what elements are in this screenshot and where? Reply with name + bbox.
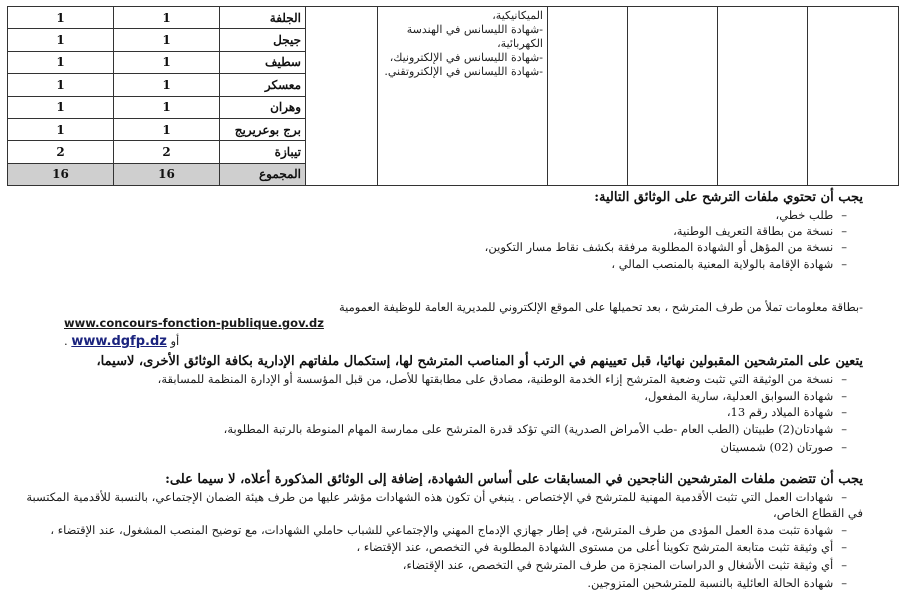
wilaya-cell: تيبازة: [220, 141, 306, 163]
dash-bullet: –: [841, 257, 847, 271]
total-cell: 1: [8, 7, 114, 29]
empty-cell: [808, 7, 899, 186]
dash-bullet: –: [841, 208, 847, 222]
total-cell: 1: [8, 118, 114, 140]
period-text: .: [64, 334, 68, 348]
posts-cell: 1: [114, 7, 220, 29]
list-item: –شهادة تثبت مدة العمل المؤدى من طرف المترشح، في إطار جهازي الإدماج المهني والإجتماعي للشباب حاملي الشهادات، مع توضيح المنصب المشغول، عند الإقتضاء ،: [50, 523, 847, 537]
diploma-line: -شهادة الليسانس في الإلكتروتقني.: [384, 65, 543, 78]
total-cell: 1: [8, 51, 114, 73]
dgfp-link[interactable]: www.dgfp.dz: [71, 334, 167, 349]
list-item: –أي وثيقة تثبت الأشغال و الدراسات المنجزة من طرف المترشح في التخصص، عند الإقتضاء،: [402, 558, 847, 572]
total-cell: 1: [8, 74, 114, 96]
dash-bullet: –: [841, 405, 847, 419]
list-item: –نسخة من المؤهل أو الشهادة المطلوبة مرفقة بكشف نقاط مسار التكوين،: [484, 240, 847, 254]
table-row: [8, 7, 899, 29]
wilaya-cell: سطيف: [220, 51, 306, 73]
diplomas-cell: [378, 7, 548, 186]
concours-link[interactable]: www.concours-fonction-publique.gov.dz: [64, 316, 324, 330]
positions-table: [7, 6, 899, 186]
posts-cell: 1: [114, 74, 220, 96]
wilaya-cell: وهران: [220, 96, 306, 118]
empty-cell: [718, 7, 808, 186]
list-item: –شهادة الحالة العائلية بالنسبة للمترشحين المتزوجين.: [587, 576, 847, 590]
empty-cell: [628, 7, 718, 186]
diploma-line: الميكانيكية،: [492, 9, 543, 22]
posts-cell: 1: [114, 118, 220, 140]
diploma-line: -شهادة الليسانس في الهندسة: [406, 23, 543, 36]
or-text: أو: [170, 334, 180, 348]
sum-total-cell: 16: [8, 163, 114, 185]
posts-cell: 2: [114, 141, 220, 163]
list-item: –شهادة الإقامة بالولاية المعنية بالمنصب المالي ،: [611, 257, 847, 271]
dash-bullet: –: [841, 558, 847, 572]
dash-bullet: –: [841, 440, 847, 454]
dash-bullet: –: [841, 540, 847, 554]
section3-heading: يجب أن تتضمن ملفات المترشحين الناجحين في المسابقات على أساس الشهادة، إضافة إلى الوثائق المذكورة أعلاه، لا سيما على:: [165, 472, 863, 487]
list-item: –شهادات العمل التي تثبت الأقدمية المهنية للمترشح في الإختصاص . ينبغي أن تكون هذه الشهادات مؤشر عليها من طرف هيئة الضمان الإجتماعي، بالنسبة للأقدمية المكتسبة: [26, 490, 847, 504]
form-note-text: -بطاقة معلومات تملأ من طرف المترشح ، بعد تحميلها على الموقع الإلكتروني للمديرية العامة للوظيفة العمومية: [339, 300, 863, 314]
diploma-line: الكهربائية،: [497, 37, 543, 50]
posts-cell: 1: [114, 51, 220, 73]
total-cell: 1: [8, 96, 114, 118]
list-item: –نسخة من الوثيقة التي تثبت وضعية المترشح إزاء الخدمة الوطنية، مصادق على مطابقتها للأصل، من قبل المؤسسة أو الإدارة المنظمة للمسابقة،: [157, 372, 847, 386]
dash-bullet: –: [841, 389, 847, 403]
total-cell: 2: [8, 141, 114, 163]
dash-bullet: –: [841, 523, 847, 537]
posts-cell: 1: [114, 96, 220, 118]
dash-bullet: –: [841, 576, 847, 590]
wilaya-cell: برج بوعريريج: [220, 118, 306, 140]
diploma-line: -شهادة الليسانس في الإلكترونيك،: [389, 51, 543, 64]
list-item: –صورتان (02) شمسيتان: [720, 440, 847, 454]
posts-cell: 1: [114, 29, 220, 51]
list-item: –شهادتان(2) طبيتان (الطب العام -طب الأمراض الصدرية) التي تؤكد قدرة المترشح على ممارسة المهام المنوطة بالرتبة المطلوبة،: [223, 422, 847, 436]
list-item-continuation: في القطاع الخاص،: [773, 506, 863, 520]
empty-cell: [548, 7, 628, 186]
sum-label-cell: المجموع: [220, 163, 306, 185]
dash-bullet: –: [841, 490, 847, 504]
section1-heading: يجب أن تحتوي ملفات الترشح على الوثائق التالية:: [594, 190, 863, 205]
list-item: –نسخة من بطاقة التعريف الوطنية،: [673, 224, 847, 238]
wilaya-cell: جيجل: [220, 29, 306, 51]
wilaya-cell: الجلفة: [220, 7, 306, 29]
empty-cell: [306, 7, 378, 186]
total-cell: 1: [8, 29, 114, 51]
list-item: –شهادة السوابق العدلية، سارية المفعول،: [644, 389, 847, 403]
dash-bullet: –: [841, 372, 847, 386]
dash-bullet: –: [841, 224, 847, 238]
list-item: –شهادة الميلاد رقم 13،: [726, 405, 847, 419]
section2-heading: يتعين على المترشحين المقبولين نهائيا، قبل تعيينهم في الرتب أو المناصب المترشح لها، إستكمال ملفاتهم الإدارية بكافة الوثائق الأخرى، لاسيما،: [96, 354, 863, 369]
list-item: –طلب خطي،: [775, 208, 847, 222]
dash-bullet: –: [841, 422, 847, 436]
form-note-line2: [64, 334, 179, 349]
sum-posts-cell: 16: [114, 163, 220, 185]
list-item: –أي وثيقة تثبت متابعة المترشح تكوينا أعلى من مستوى الشهادة المطلوبة في التخصص، عند الإقتضاء ،: [356, 540, 847, 554]
wilaya-cell: معسكر: [220, 74, 306, 96]
dash-bullet: –: [841, 240, 847, 254]
